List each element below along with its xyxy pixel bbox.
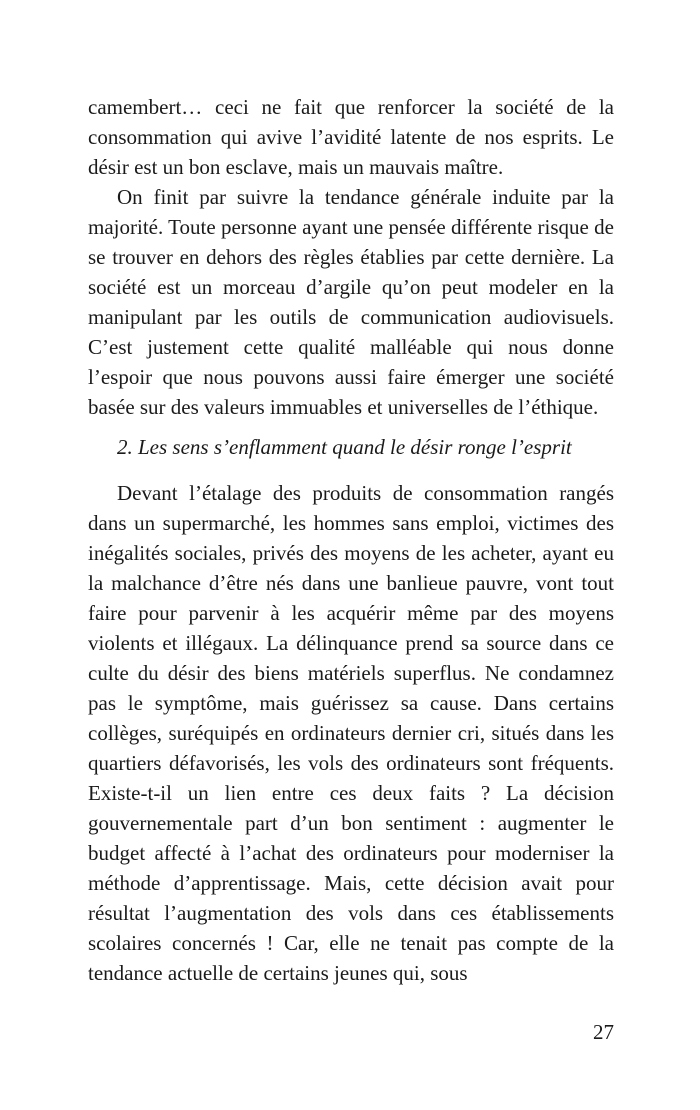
paragraph-continuation: camembert… ceci ne fait que renforcer la société de la consommation qui avive l’avidité latente de nos esprits. Le désir est un bon esclave, mais un mauvais maître. [88, 95, 614, 179]
page-number: 27 [593, 1020, 614, 1044]
section-heading: 2. Les sens s’enflamment quand le désir ronge l’esprit [117, 435, 572, 459]
page-body [88, 92, 614, 988]
paragraph-malleable-society: On finit par suivre la tendance générale induite par la majorité. Toute personne ayant une pensée différente risque de se trouver en dehors des règles établies par cette dernière. La société est un morceau d’argile qu’on peut modeler en la manipulant par les outils de communication audiovisuels. C’est justement cette qualité malléable qui nous donne l’espoir que nous pouvons aussi faire émerger une société basée sur des valeurs immuables et universelles de l’éthique. [88, 185, 614, 419]
paragraph-consumption-delinquency: Devant l’étalage des produits de consommation rangés dans un supermarché, les hommes sans emploi, victimes des inégalités sociales, privés des moyens de les acheter, ayant eu la malchance d’être nés dans une banlieue pauvre, vont tout faire pour parvenir à les acquérir même par des moyens violents et illégaux. La délinquance prend sa source dans ce culte du désir des biens matériels superflus. Ne condamnez pas le symptôme, mais guérissez sa cause. Dans certains collèges, suréquipés en ordinateurs dernier cri, situés dans les quartiers défavorisés, les vols des ordinateurs sont fréquents. Existe-t-il un lien entre ces deux faits ? La décision gouvernementale part d’un bon sentiment : augmenter le budget affecté à l’achat des ordinateurs pour moderniser la méthode d’apprentissage. Mais, cette décision avait pour résultat l’augmentation des vols dans ces établissements scolaires concernés ! Car, elle ne tenait pas compte de la tendance actuelle de certains jeunes qui, sous [88, 481, 614, 985]
